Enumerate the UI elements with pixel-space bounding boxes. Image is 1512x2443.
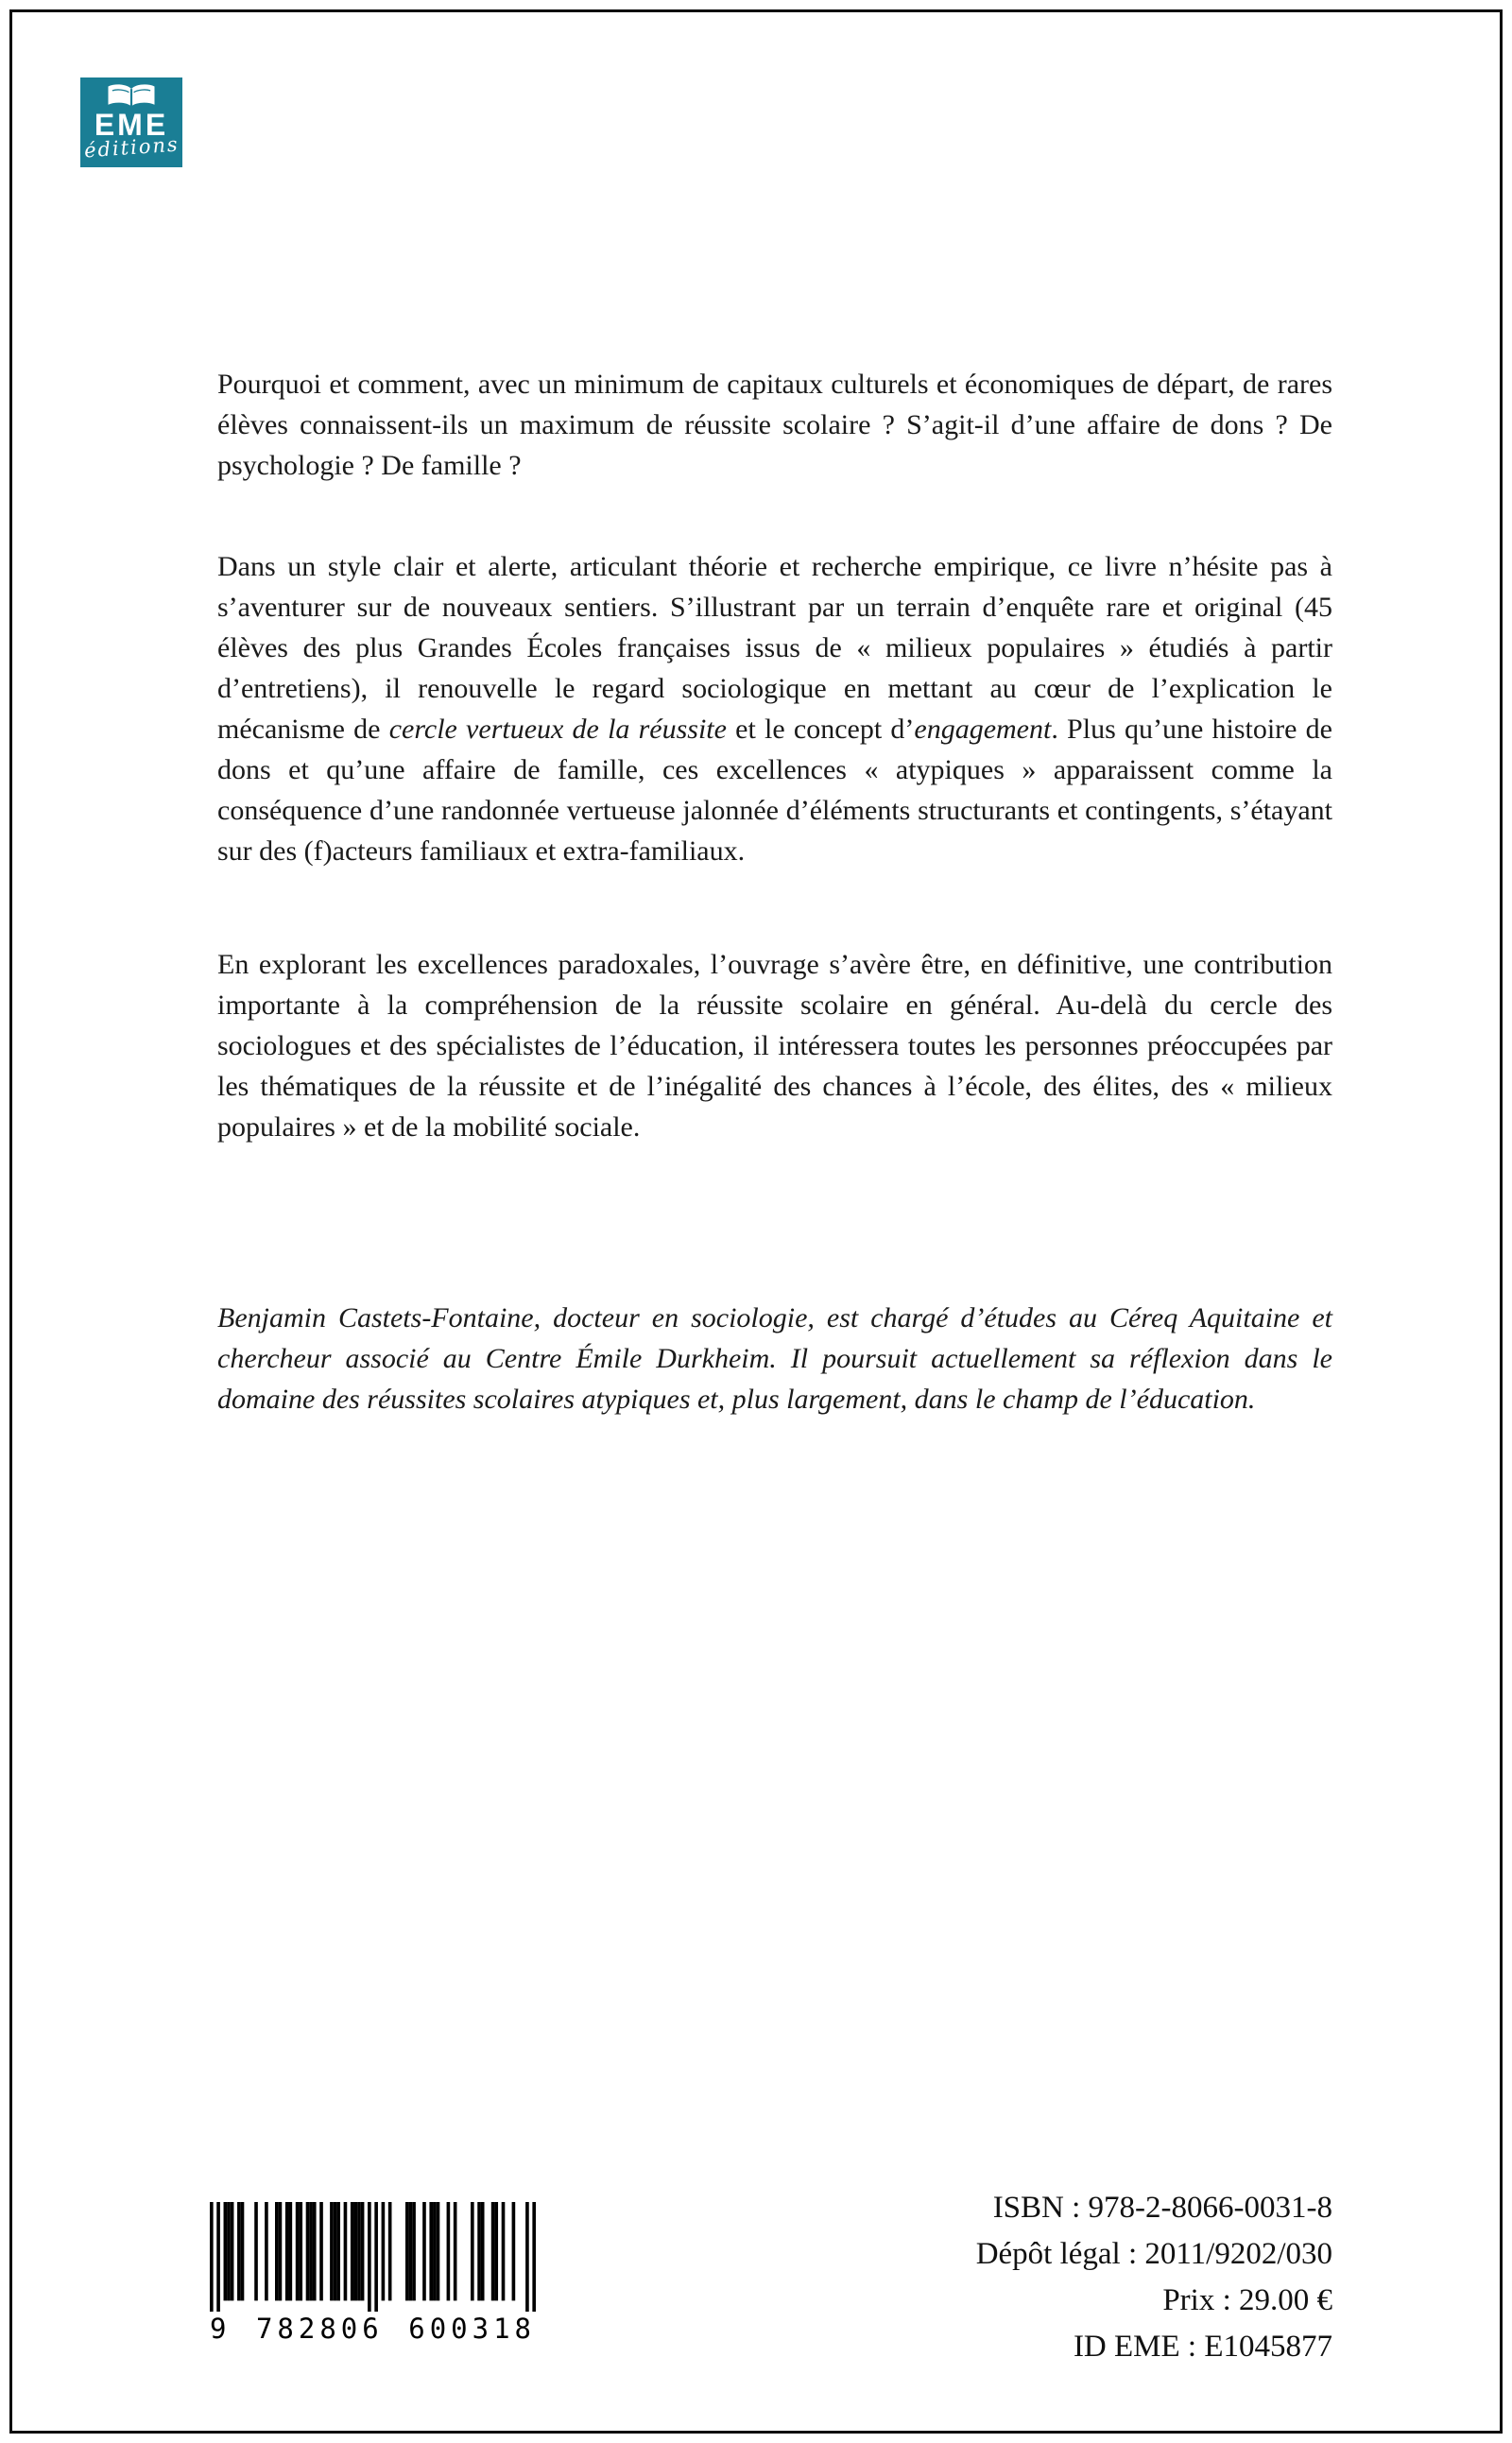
publisher-logo	[80, 77, 182, 167]
barcode-digits	[210, 2314, 536, 2344]
id-eme-line: ID EME : E1045877	[1073, 2330, 1332, 2364]
text-run: et le concept d’	[726, 714, 915, 745]
text-run: Dans un style clair et alerte, articulant théorie et recherche empirique, ce livre n’hésite pas à s’aventurer sur de nouveaux sentiers. S’illustrant par un terrain d’enquête rare et original (45 élèves des plus Grandes Écoles françaises issus de « milieux populaires » étudiés à partir d’entretiens), il renouvelle le regard sociologique en mettant au cœur de l’explication le mécanisme de	[217, 551, 1332, 745]
publisher-name: EME	[94, 108, 169, 142]
barcode-digit-leading: 9	[210, 2313, 232, 2345]
colophon	[976, 2185, 1332, 2370]
isbn-line: ISBN : 978-2-8066-0031-8	[992, 2191, 1332, 2225]
text-run: . Plus qu’une histoire de dons et qu’une affaire de famille, ces excellences « atypiques » apparaissent comme la conséquence d’une randonnée vertueuse jalonnée d’éléments structurants et contingents, s’étayant sur des (f)acteurs familiaux et extra-familiaux.	[217, 714, 1332, 867]
prix-line: Prix : 29.00 €	[1162, 2283, 1332, 2317]
paragraph-description	[217, 546, 1332, 871]
paragraph-audience	[217, 944, 1332, 1147]
barcode-digits-right-group: 600318	[408, 2313, 536, 2345]
author-bio	[217, 1298, 1332, 1419]
depot-legal-line: Dépôt légal : 2011/9202/030	[975, 2237, 1332, 2271]
emphasized-text-run: Benjamin Castets-Fontaine, docteur en sociologie, est chargé d’études au Céreq Aquitaine et chercheur associé au Centre Émile Durkheim. Il poursuit actuellement sa réflexion dans le domaine des réussites scolaires atypiques et, plus largement, dans le champ de l’éducation.	[217, 1302, 1332, 1415]
text-run: Pourquoi et comment, avec un minimum de capitaux culturels et économiques de départ, de rares élèves connaissent-ils un maximum de réussite scolaire ? S’agit-il d’une affaire de dons ? De psychologie ? De famille ?	[217, 369, 1332, 481]
publisher-tagline: éditions	[82, 132, 180, 163]
barcode-bars	[210, 2202, 536, 2312]
emphasized-text-run: cercle vertueux de la réussite	[388, 714, 727, 745]
open-book-icon	[105, 82, 158, 111]
back-cover-text	[217, 364, 1332, 1419]
paragraph-hook	[217, 364, 1332, 486]
text-run: En explorant les excellences paradoxales, l’ouvrage s’avère être, en définitive, une contribution importante à la compréhension de la réussite scolaire en général. Au-delà du cercle des sociologues et des spécialistes de l’éducation, il intéressera toutes les personnes préoccupées par les thématiques de la réussite et de l’inégalité des chances à l’école, des élites, des « milieux populaires » et de la mobilité sociale.	[217, 949, 1332, 1143]
barcode-digits-left-group: 782806	[255, 2313, 384, 2345]
barcode	[210, 2202, 536, 2344]
emphasized-text-run: engagement	[914, 714, 1052, 745]
